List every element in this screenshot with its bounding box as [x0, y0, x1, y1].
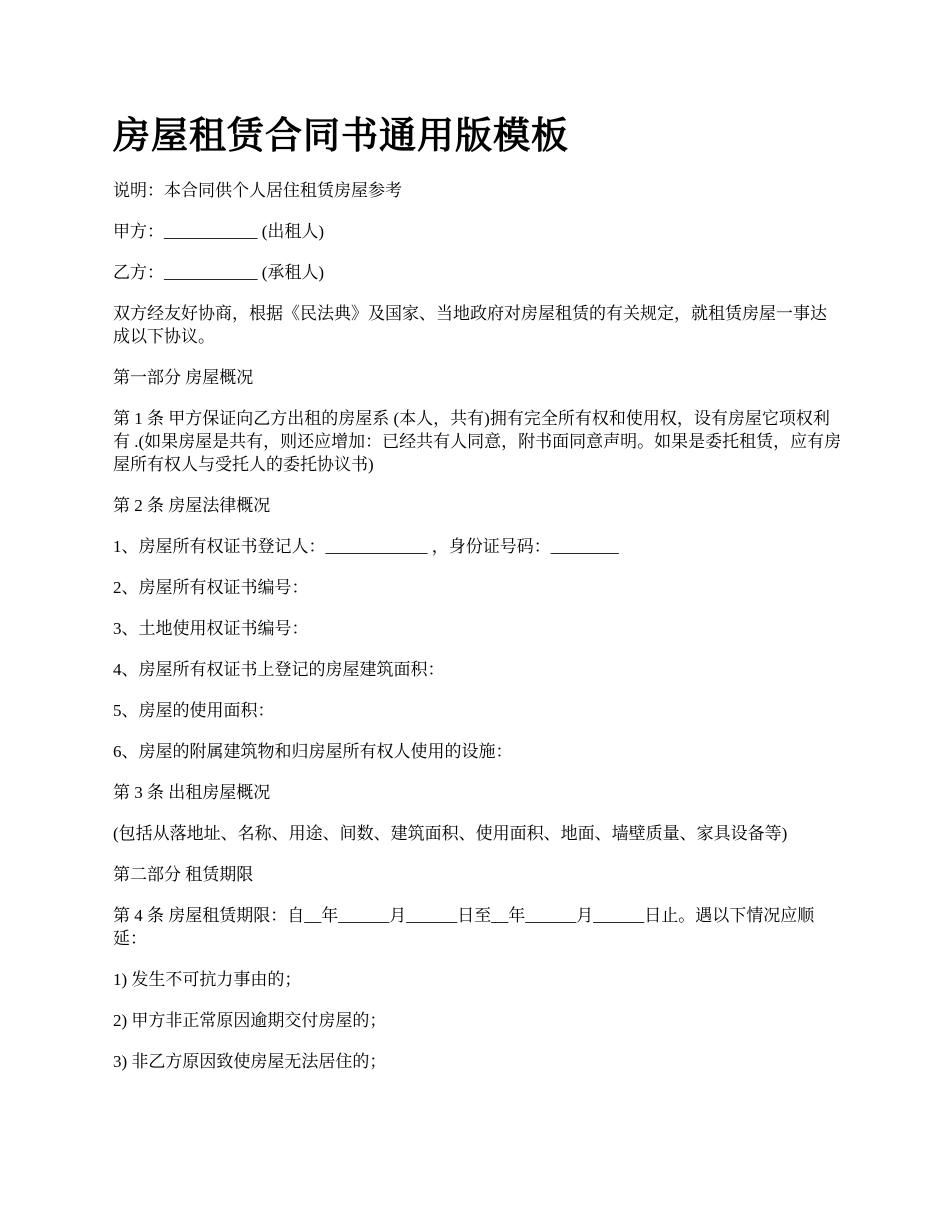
extension-item-3: 3) 非乙方原因致使房屋无法居住的； — [113, 1052, 387, 1071]
legal-item-3: 3、土地使用权证书编号： — [113, 619, 309, 638]
article-3-heading: 第 3 条 出租房屋概况 — [113, 783, 271, 802]
article-1-paragraph: 第 1 条 甲方保证向乙方出租的房屋系 (本人，共有)拥有完全所有权和使用权，设有房屋它项权利有 .(如果房屋是共有，则还应增加：已经共有人同意，附书面同意声明。如果是委托租赁，应有房屋所有权人与受托人的委托协议书) — [113, 409, 842, 474]
article-4-paragraph: 第 4 条 房屋租赁期限：自__年______月______日至__年______月______日止。遇以下情况应顺延： — [113, 906, 815, 948]
party-b-line: 乙方：___________ (承租人) — [113, 263, 325, 282]
legal-item-5: 5、房屋的使用面积： — [113, 701, 275, 720]
article-3-paragraph: (包括从落地址、名称、用途、间数、建筑面积、使用面积、地面、墙壁质量、家具设备等) — [113, 824, 788, 843]
extension-item-2: 2) 甲方非正常原因逾期交付房屋的； — [113, 1011, 387, 1030]
extension-item-1: 1) 发生不可抗力事由的； — [113, 970, 302, 989]
part-two-heading: 第二部分 租赁期限 — [113, 865, 254, 884]
document-title: 房屋租赁合同书通用版模板 — [113, 114, 569, 157]
part-one-heading: 第一部分 房屋概况 — [113, 368, 254, 387]
preamble-paragraph: 双方经友好协商，根据《民法典》及国家、当地政府对房屋租赁的有关规定，就租赁房屋一事达成以下协议。 — [113, 304, 827, 346]
legal-item-2: 2、房屋所有权证书编号： — [113, 578, 309, 597]
legal-item-6: 6、房屋的附属建筑物和归房屋所有权人使用的设施： — [113, 742, 513, 761]
document-page — [113, 108, 843, 1091]
note-line: 说明：本合同供个人居住租赁房屋参考 — [113, 181, 402, 200]
legal-item-1: 1、房屋所有权证书登记人：____________ ，身份证号码：________ — [113, 537, 619, 556]
legal-item-4: 4、房屋所有权证书上登记的房屋建筑面积： — [113, 660, 445, 679]
article-2-heading: 第 2 条 房屋法律概况 — [113, 496, 271, 515]
party-a-line: 甲方：___________ (出租人) — [113, 222, 325, 241]
